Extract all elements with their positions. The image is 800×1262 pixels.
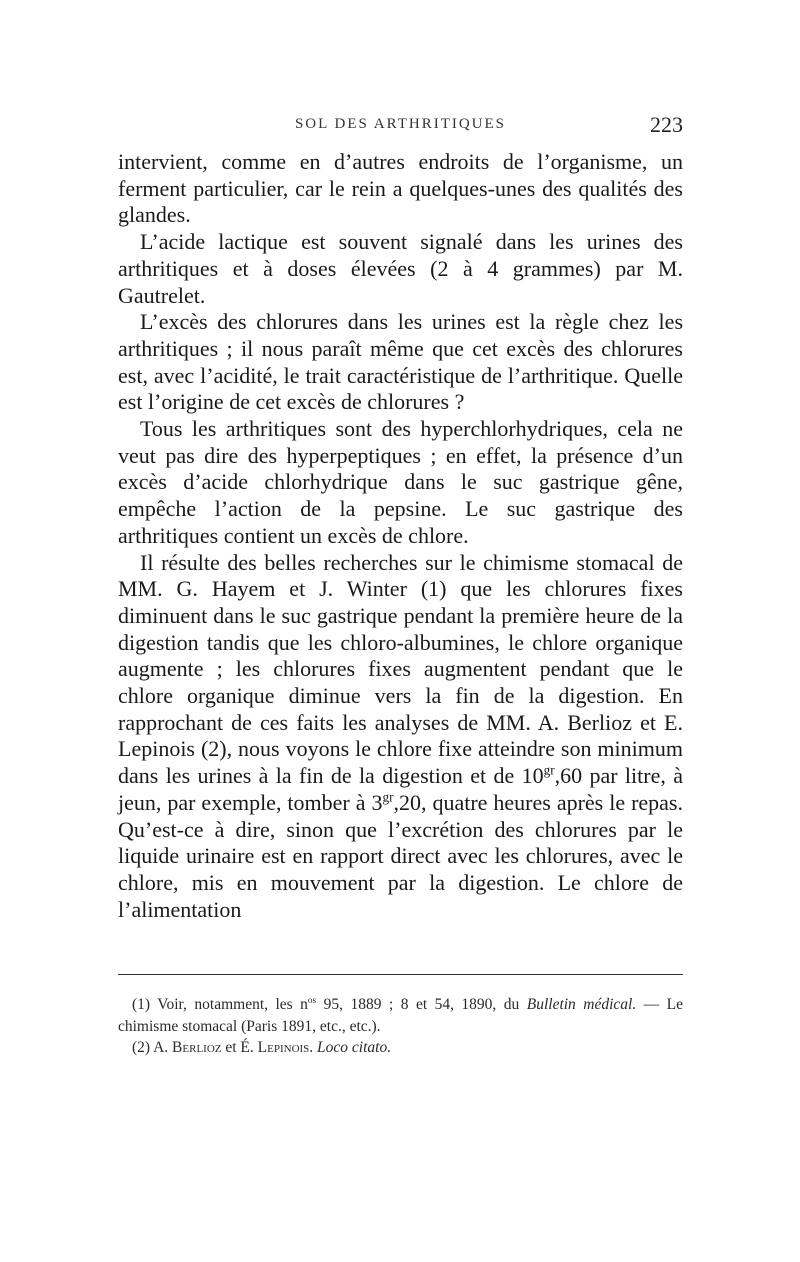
running-head (118, 112, 683, 138)
footnote-1 (118, 994, 683, 1037)
paragraph: intervient, comme en d’autres endroits de l’organisme, un ferment particulier, car le rein a quelques-unes des qualités des glandes. (118, 149, 683, 228)
footnote-text: (2) A. (132, 1039, 173, 1056)
footnote-italic-title: Loco citato. (313, 1039, 392, 1056)
footnote-text: et É. (221, 1039, 258, 1056)
paragraph (118, 550, 683, 924)
paragraph-text: Il résulte des belles recherches sur le chimisme stomacal de MM. G. Hayem et J. Winter (1) que les chlorures fixes diminuent dans le suc gastrique pendant la première heure de la digestion tandis que les chloro-albumines, le chlore organique augmente ; les chlorures fixes augmentent pendant que le chlore organique diminue vers la fin de la digestion. En rapprochant de ces faits les analyses de MM. A. Berlioz et E. Lepinois (2), nous voyons le chlore fixe atteindre son minimum dans les urines à la fin de la digestion et de 10 (118, 549, 683, 789)
body-text (118, 149, 683, 923)
paragraph-text: ,20, quatre heures après le repas. Qu’est-ce à dire, sinon que l’excrétion des chlorures par le liquide urinaire est en rapport direct avec les chlorures, avec le chlore, mis en mouvement par la digestion. Le chlore de l’alimentation (118, 789, 683, 922)
footnote-text: (1) Voir, notamment, les n (132, 996, 308, 1013)
footnote-2 (118, 1037, 683, 1059)
paragraph: L’acide lactique est souvent signalé dans les urines des arthritiques et à doses élevées (2 à 4 grammes) par M. Gautrelet. (118, 229, 683, 308)
footnote-text: 95, 1889 ; 8 et 54, 1890, du (316, 996, 527, 1013)
page-number: 223 (650, 112, 683, 137)
paragraph: L’excès des chlorures dans les urines est la règle chez les arthritiques ; il nous paraît même que cet excès des chlorures est, avec l’acidité, le trait caractéristique de l’arthritique. Quelle est l’origine de cet excès de chlorures ? (118, 309, 683, 415)
footnote-separator (118, 974, 683, 975)
author-name: Lepinois. (257, 1039, 314, 1056)
running-title: SOL DES ARTHRITIQUES (294, 116, 507, 132)
footnote-text: — Le chimisme stomacal (Paris 1891, etc., etc.). (118, 996, 683, 1035)
paragraph-text: ,60 par litre, à jeun, par exemple, tomber à 3 (118, 763, 683, 815)
author-name: Berlioz (172, 1039, 222, 1056)
unit-superscript: gr (543, 762, 555, 778)
footnotes (118, 994, 683, 1059)
footnote-italic-title: Bulletin médical. (526, 996, 637, 1013)
footnote-superscript: os (307, 995, 317, 1006)
paragraph: Tous les arthritiques sont des hyperchlorhydriques, cela ne veut pas dire des hyperpeptiques ; en effet, la présence d’un excès d’acide chlorhydrique dans le suc gastrique gêne, empêche l’action de la pepsine. Le suc gastrique des arthritiques contient un excès de chlore. (118, 416, 683, 548)
unit-superscript: gr (382, 789, 394, 805)
